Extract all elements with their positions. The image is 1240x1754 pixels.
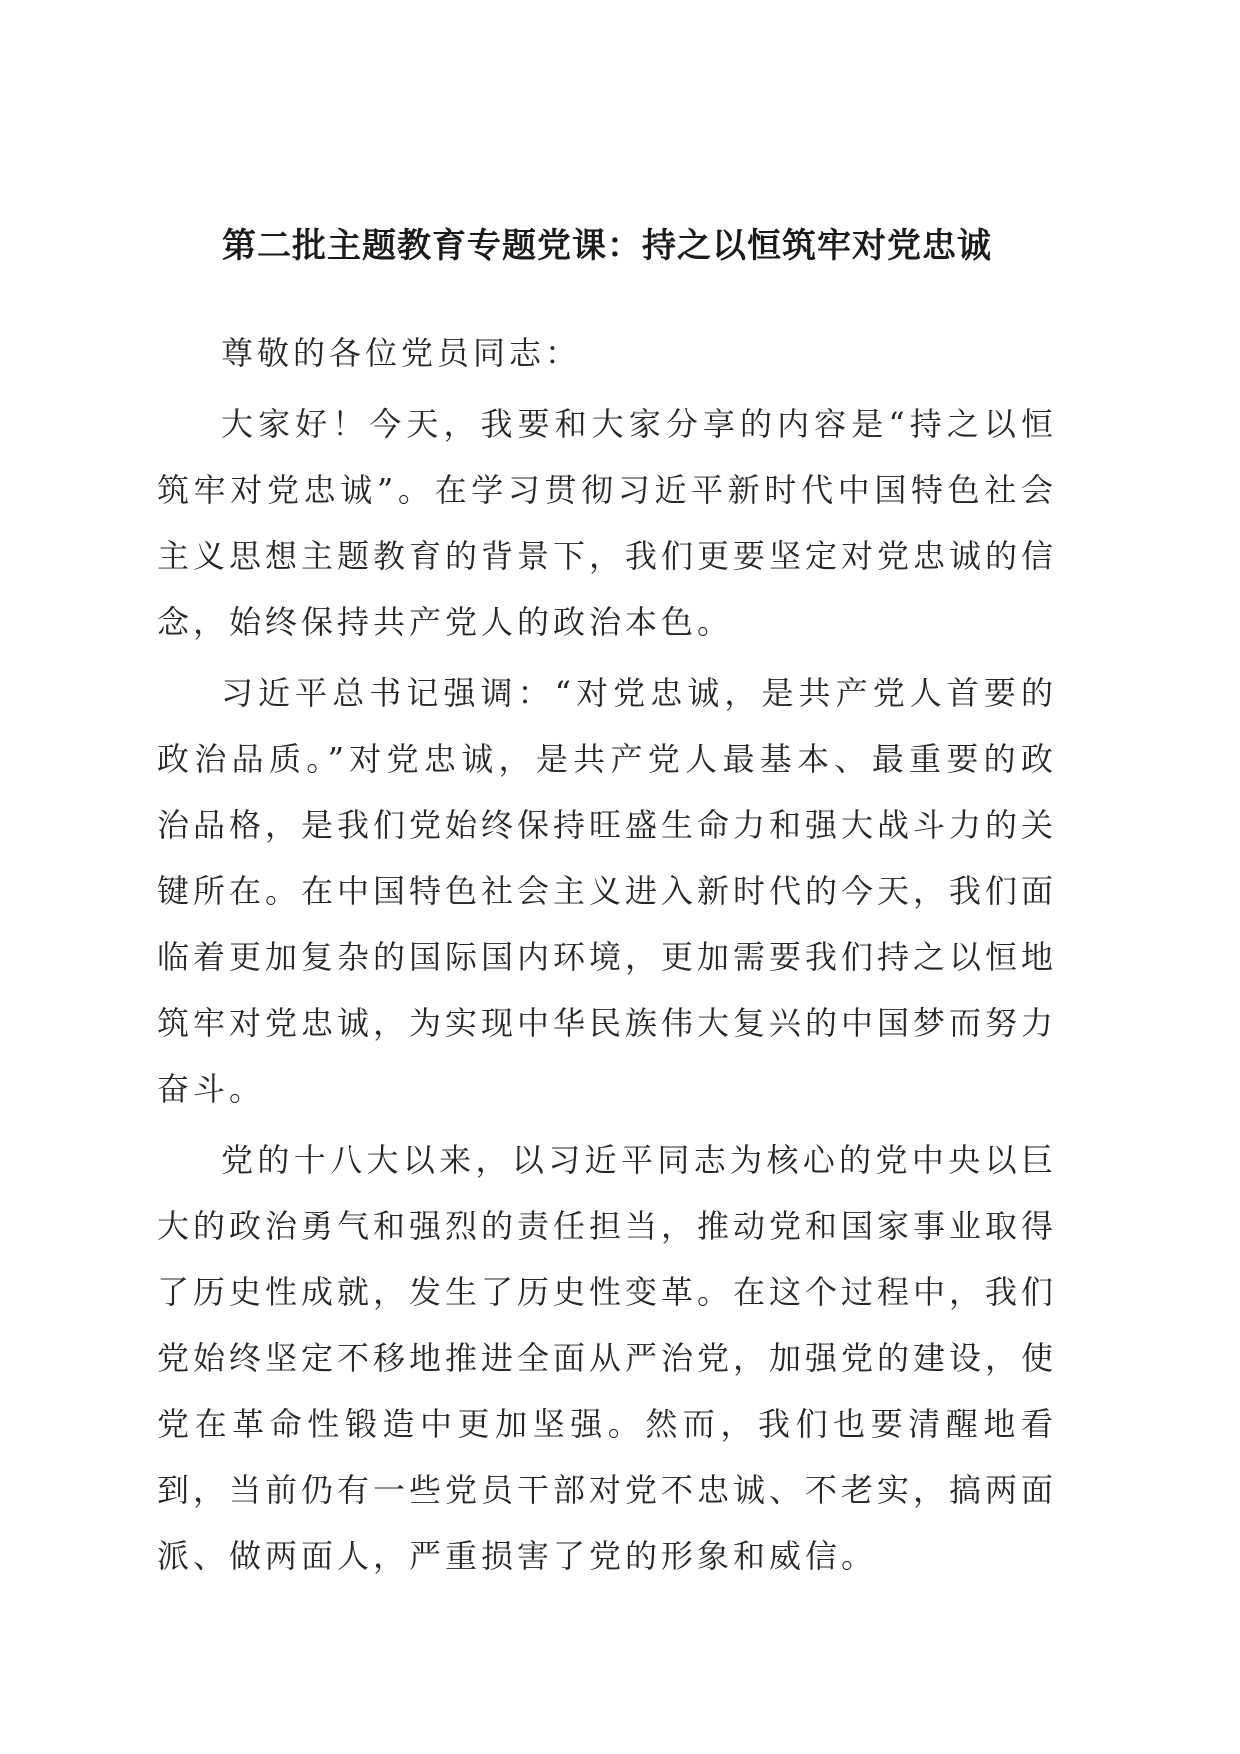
paragraph-2: 习近平总书记强调：“对党忠诚，是共产党人首要的政治品质。”对党忠诚，是共产党人最基本、最重要的政治品格，是我们党始终保持旺盛生命力和强大战斗力的关键所在。在中国特色社会主义进入新时代的今天，我们面临着更加复杂的国际国内环境，更加需要我们持之以恒地筑牢对党忠诚，为实现中华民族伟大复兴的中国梦而努力奋斗。 — [157, 674, 1058, 1108]
greeting: 尊敬的各位党员同志： — [221, 334, 582, 372]
paragraph-3: 党的十八大以来，以习近平同志为核心的党中央以巨大的政治勇气和强烈的责任担当，推动党和国家事业取得了历史性成就，发生了历史性变革。在这个过程中，我们党始终坚定不移地推进全面从严治党，加强党的建设，使党在革命性锻造中更加坚强。然而，我们也要清醒地看到，当前仍有一些党员干部对党不忠诚、不老实，搞两面派、做两面人，严重损害了党的形象和威信。 — [157, 1141, 1058, 1575]
document-title: 第二批主题教育专题党课：持之以恒筑牢对党忠诚 — [222, 226, 992, 266]
paragraph-1: 大家好！今天，我要和大家分享的内容是“持之以恒筑牢对党忠诚”。在学习贯彻习近平新时代中国特色社会主义思想主题教育的背景下，我们更要坚定对党忠诚的信念，始终保持共产党人的政治本色。 — [157, 405, 1058, 641]
document-body — [157, 320, 1057, 1594]
